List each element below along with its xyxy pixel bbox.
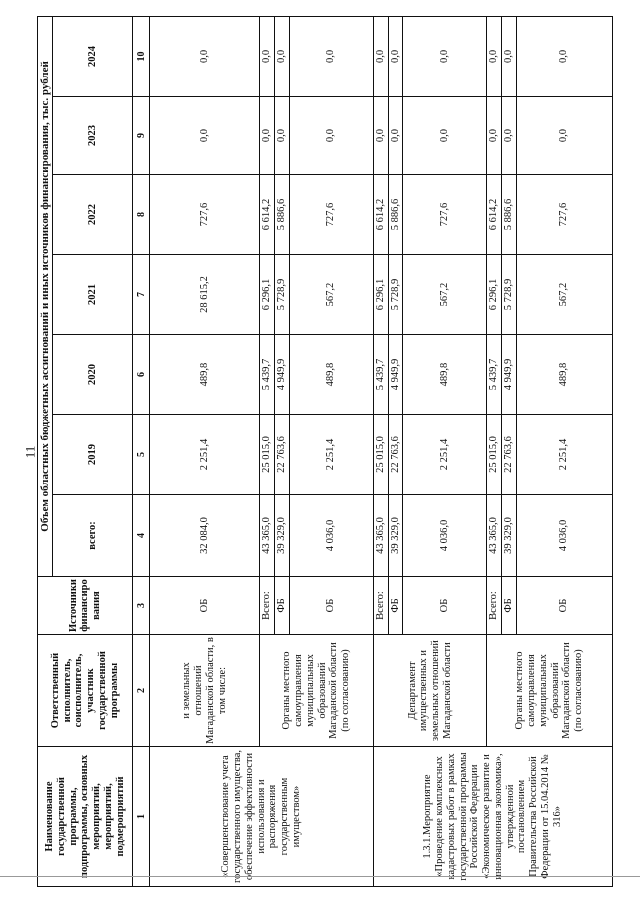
value-cell: 28 615,2 [150, 255, 260, 335]
value-cell: 2 251,4 [150, 415, 260, 495]
value-cell: 6 296,1 [487, 255, 502, 335]
value-cell: 25 015,0 [260, 415, 275, 495]
value-cell: 5 728,9 [502, 255, 517, 335]
value-cell: 4 036,0 [516, 495, 612, 577]
value-cell: 39 329,0 [502, 495, 517, 577]
value-cell: 0,0 [388, 16, 403, 96]
col-number: 10 [133, 16, 150, 96]
col-number: 5 [133, 415, 150, 495]
col-number: 1 [133, 747, 150, 887]
value-cell: 0,0 [260, 16, 275, 96]
value-cell: 5 439,7 [260, 335, 275, 415]
page-bottom-rule [0, 876, 640, 877]
value-cell: 2 251,4 [516, 415, 612, 495]
header-executor: Ответственный исполнитель, соисполнитель, участник государственной программы [38, 635, 133, 747]
executor-cell: и земельных отношений Магаданской области, в том числе: [150, 635, 260, 747]
value-cell: 727,6 [516, 175, 612, 255]
col-number: 8 [133, 175, 150, 255]
col-number: 3 [133, 577, 150, 635]
table-row [150, 16, 260, 886]
col-number: 6 [133, 335, 150, 415]
value-cell: 5 886,6 [502, 175, 517, 255]
value-cell: 0,0 [516, 97, 612, 175]
source-cell: ОБ [289, 577, 373, 635]
header-total: всего: [53, 495, 133, 577]
header-funding-group: Объем областных бюджетных ассигнований и иных источников финансирования, тыс. рублей [38, 16, 53, 576]
value-cell: 6 614,2 [373, 175, 388, 255]
source-cell: Всего: [260, 577, 275, 635]
value-cell: 0,0 [502, 16, 517, 96]
value-cell: 489,8 [403, 335, 487, 415]
value-cell: 0,0 [150, 16, 260, 96]
value-cell: 727,6 [150, 175, 260, 255]
value-cell: 567,2 [516, 255, 612, 335]
activity-name-cell: 1.3.1.Мероприятие «Проведение комплексных кадастровых работ в рамках государственной программы Российской Федерации «Экономическое развитие и инновационная экономика», утвержденной постановлением Правительства Российской Федерации от 15.04.2014 № 316» [373, 747, 612, 887]
value-cell: 0,0 [289, 97, 373, 175]
value-cell: 5 886,6 [388, 175, 403, 255]
value-cell: 0,0 [373, 16, 388, 96]
header-source: Источники финансиро вания [38, 577, 133, 635]
value-cell: 22 763,6 [275, 415, 290, 495]
value-cell: 43 365,0 [373, 495, 388, 577]
value-cell: 0,0 [388, 97, 403, 175]
value-cell: 22 763,6 [502, 415, 517, 495]
value-cell: 0,0 [373, 97, 388, 175]
value-cell: 5 439,7 [487, 335, 502, 415]
value-cell: 6 614,2 [260, 175, 275, 255]
header-year: 2024 [53, 16, 133, 96]
source-cell: ОБ [403, 577, 487, 635]
value-cell: 0,0 [487, 16, 502, 96]
col-number: 9 [133, 97, 150, 175]
value-cell: 567,2 [403, 255, 487, 335]
rotated-table-container [37, 17, 617, 887]
value-cell: 4 949,9 [275, 335, 290, 415]
column-number-row [133, 16, 150, 886]
header-year: 2022 [53, 175, 133, 255]
value-cell: 4 949,9 [388, 335, 403, 415]
value-cell: 0,0 [289, 16, 373, 96]
executor-cell: Органы местного самоуправления муниципальных образований Магаданской области (по согласованию) [487, 635, 613, 747]
value-cell: 4 036,0 [403, 495, 487, 577]
value-cell: 489,8 [150, 335, 260, 415]
executor-cell: Органы местного самоуправления муниципальных образований Магаданской области (по согласованию) [260, 635, 374, 747]
value-cell: 0,0 [502, 97, 517, 175]
page-number: 11 [22, 445, 38, 459]
header-row-1 [38, 16, 53, 886]
header-year: 2023 [53, 97, 133, 175]
value-cell: 5 886,6 [275, 175, 290, 255]
value-cell: 0,0 [403, 16, 487, 96]
source-cell: Всего: [487, 577, 502, 635]
header-year: 2020 [53, 335, 133, 415]
value-cell: 489,8 [516, 335, 612, 415]
value-cell: 0,0 [260, 97, 275, 175]
header-year: 2021 [53, 255, 133, 335]
value-cell: 6 296,1 [260, 255, 275, 335]
executor-cell: Департамент имущественных и земельных отношений Магаданской области [373, 635, 487, 747]
value-cell: 0,0 [487, 97, 502, 175]
value-cell: 0,0 [275, 16, 290, 96]
value-cell: 727,6 [403, 175, 487, 255]
funding-table [37, 16, 613, 887]
col-number: 4 [133, 495, 150, 577]
source-cell: ФБ [388, 577, 403, 635]
value-cell: 5 728,9 [275, 255, 290, 335]
value-cell: 6 296,1 [373, 255, 388, 335]
value-cell: 4 036,0 [289, 495, 373, 577]
value-cell: 0,0 [516, 16, 612, 96]
value-cell: 567,2 [289, 255, 373, 335]
value-cell: 2 251,4 [289, 415, 373, 495]
value-cell: 0,0 [403, 97, 487, 175]
value-cell: 43 365,0 [260, 495, 275, 577]
value-cell: 39 329,0 [275, 495, 290, 577]
table-row [373, 16, 388, 886]
source-cell: ОБ [516, 577, 612, 635]
value-cell: 22 763,6 [388, 415, 403, 495]
source-cell: ФБ [502, 577, 517, 635]
col-number: 2 [133, 635, 150, 747]
source-cell: Всего: [373, 577, 388, 635]
program-name-cell: «Совершенствование учета государственного имущества, обеспечение эффективности использования и распоряжения государственным имуществом» [150, 747, 374, 887]
value-cell: 43 365,0 [487, 495, 502, 577]
value-cell: 5 728,9 [388, 255, 403, 335]
value-cell: 25 015,0 [487, 415, 502, 495]
source-cell: ОБ [150, 577, 260, 635]
value-cell: 6 614,2 [487, 175, 502, 255]
value-cell: 32 084,0 [150, 495, 260, 577]
header-name: Наименование государственной программы, подпрограммы, основных мероприятий, мероприятий, подмероприятий [38, 747, 133, 887]
col-number: 7 [133, 255, 150, 335]
value-cell: 0,0 [150, 97, 260, 175]
value-cell: 4 949,9 [502, 335, 517, 415]
value-cell: 25 015,0 [373, 415, 388, 495]
value-cell: 5 439,7 [373, 335, 388, 415]
value-cell: 727,6 [289, 175, 373, 255]
value-cell: 39 329,0 [388, 495, 403, 577]
value-cell: 489,8 [289, 335, 373, 415]
value-cell: 0,0 [275, 97, 290, 175]
value-cell: 2 251,4 [403, 415, 487, 495]
source-cell: ФБ [275, 577, 290, 635]
header-year: 2019 [53, 415, 133, 495]
